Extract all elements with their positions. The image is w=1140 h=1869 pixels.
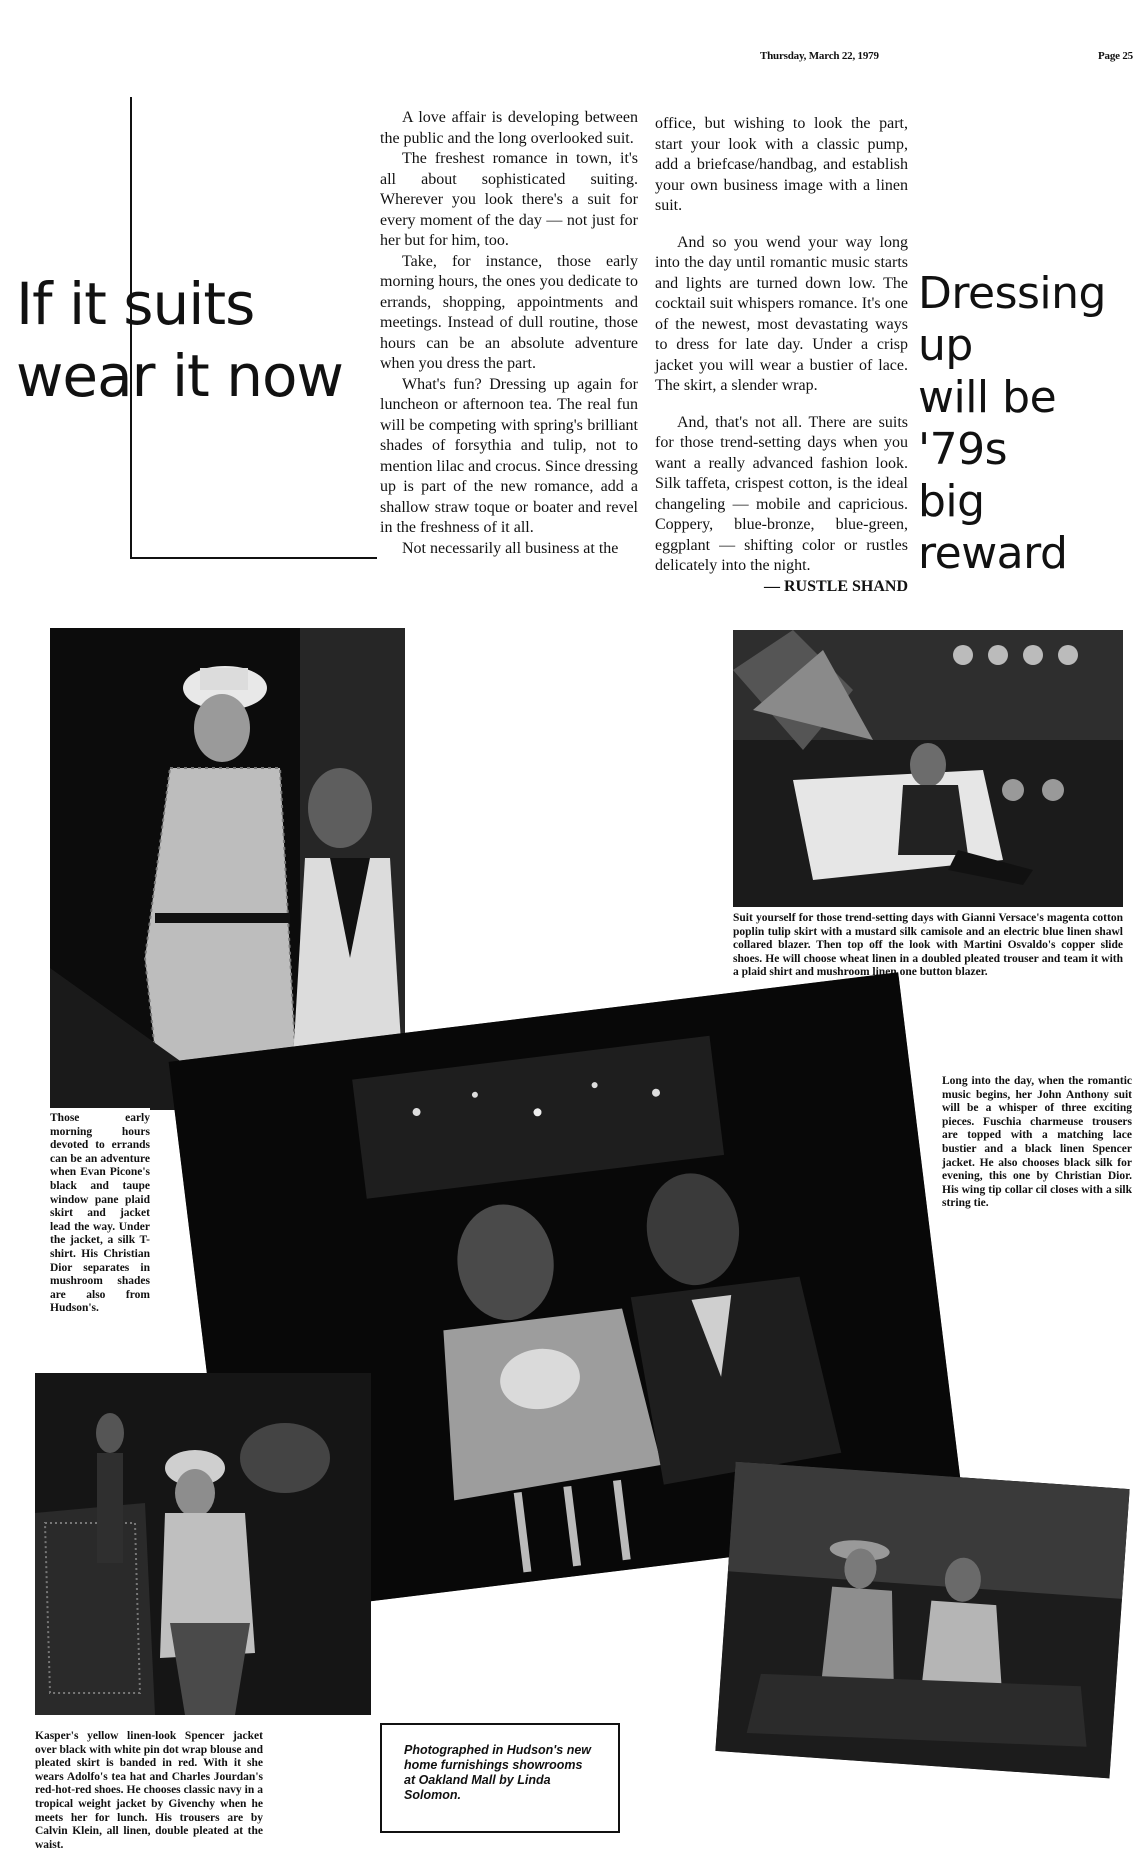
side-headline: [918, 268, 1140, 580]
photo-trend-setting-suit: [733, 630, 1123, 907]
article-paragraph: Not necessarily all business at the: [402, 539, 619, 557]
photo-credit-box: [380, 1723, 620, 1833]
caption-lunch-suit: Kasper's yellow linen-look Spencer jacket over black with white pin dot wrap blouse and pleated skirt is banded in red. With it she wears Adolfo's tea hat and Charles Jourdan's red-hot-red shoes. He chooses classic navy in a tropical weight jacket by Givenchy when he meets her for lunch. His trousers are by Calvin Klein, all linen, double pleated at the waist.: [35, 1730, 263, 1851]
side-headline-line1: Dressing up: [918, 268, 1106, 371]
main-headline-line2: wear it now: [16, 342, 343, 410]
article-paragraph: Take, for instance, those early morning hours, the ones you dedicate to errands, shopping, appointments and meetings. Instead of dull routine, those hours can be an absolute adventure when you dress the part.: [380, 252, 638, 372]
photo-lunch-suit: [35, 1373, 371, 1715]
photo-morning-suit: [50, 628, 405, 1110]
article-paragraph: office, but wishing to look the part, start your look with a classic pump, add a briefcase/handbag, and establish your own business image with a linen suit.: [655, 115, 908, 214]
article-paragraph: And, that's not all. There are suits for those trend-setting days when you want a really advanced fashion look. Silk taffeta, crispest cotton, is the ideal changeling — mobile and capricious. Coppery, blue-bronze, blue-green, eggplant — shifting color or rustles delicately into the night.: [655, 413, 908, 574]
caption-morning-suit: Those early morning hours devoted to errands can be an adventure when Evan Picone's black and taupe window pane plaid skirt and jacket lead the way. Under the jacket, a silk T-shirt. His Christian Dior separates in mushroom shades are also from Hudson's.: [50, 1108, 150, 1316]
article-column-2: [655, 114, 908, 597]
photo-credit-text: Photographed in Hudson's new home furnishings showrooms at Oakland Mall by Linda Solomon.: [404, 1743, 591, 1802]
main-headline-line1: If it suits: [16, 270, 255, 338]
article-paragraph: And so you wend your way long into the day until romantic music starts and lights are turned down low. The cocktail suit whispers romance. It's one of the newest, most devastating ways to dress for late day. Under a crisp jacket you will wear a bustier of lace. The skirt, a slender wrap.: [655, 233, 908, 394]
caption-romantic-evening: Long into the day, when the romantic music begins, her John Anthony suit will be a whisper of three exciting pieces. Fuschia charmeuse trousers are topped with a matching lace bustier and a black linen Spencer jacket. He also chooses black silk for evening, this one by Christian Dior. His wing tip collar cil closes with a silk string tie.: [942, 1075, 1132, 1210]
article-paragraph: A love affair is developing between the public and the long overlooked suit.: [380, 109, 638, 147]
folio-page-number: Page 25: [1098, 50, 1133, 62]
folio-date: Thursday, March 22, 1979: [760, 50, 879, 62]
article-paragraph: The freshest romance in town, it's all about sophisticated suiting. Wherever you look there's a suit for every moment of the day — not just for her but for him, too.: [380, 150, 638, 249]
caption-trend-setting-suit: Suit yourself for those trend-setting days with Gianni Versace's magenta cotton poplin tulip skirt with a mustard silk camisole and an electric blue linen shawl collared blazer. Then top off the look with Martini Osvaldo's copper slide shoes. He will choose wheat linen in a doubled pleated trouser and team it with a plaid shirt and mushroom linen one button blazer.: [733, 912, 1123, 979]
side-headline-line2: will be '79s: [918, 372, 1057, 475]
article-column-1: [380, 108, 638, 559]
article-paragraph: What's fun? Dressing up again for luncheon or afternoon tea. The real fun will be competing with spring's brilliant shades of forsythia and tulip, not to mention lilac and crocus. Since dressing up is part of the new romance, add a shallow straw toque or boater and revel in the freshness of it all.: [380, 375, 638, 536]
main-headline: [16, 268, 376, 412]
article-byline: — RUSTLE SHAND: [763, 577, 908, 595]
photo-showroom-couple: [715, 1462, 1129, 1779]
side-headline-line3: big reward: [918, 476, 1068, 579]
